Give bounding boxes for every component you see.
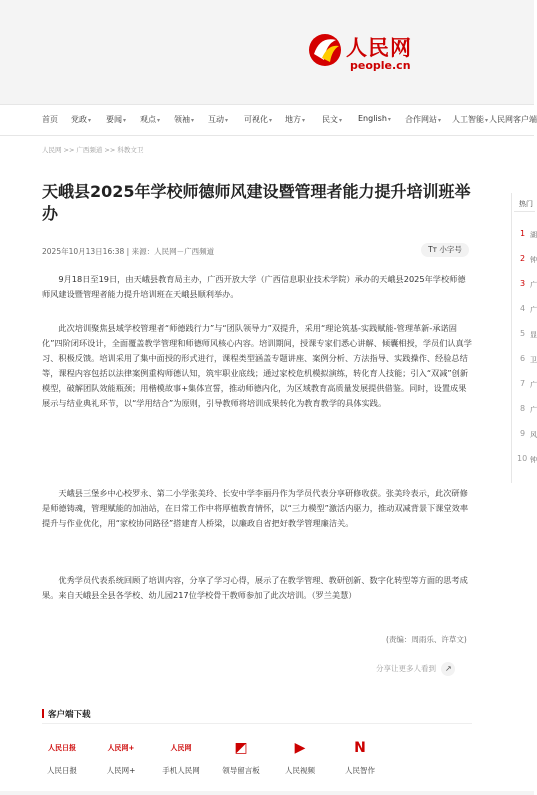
nav-item[interactable] [358, 114, 391, 123]
breadcrumb-link[interactable]: 广西频道 [76, 146, 103, 154]
nav-item[interactable] [244, 114, 272, 125]
article-paragraph: 天峨县三堡乡中心校罗永、第二小学张美玲、长安中学李丽丹作为学员代表分享研修收获。张美玲表示，此次研修是师德铸魂，管理赋能的加油站，在日常工作中将厚植教育情怀，以“三力模型”激活内驱力，推动双减背景下课堂效率提升与作业优化，用“家校协同路径”搭建育人桥梁，以廉政自省把好教学管理廉洁关。 [42, 488, 469, 528]
message-board-icon: ◩ [234, 740, 248, 756]
hot-rank-number: 10 [517, 454, 528, 463]
hot-rank-number: 4 [520, 304, 526, 313]
play-icon: ▶ [294, 740, 306, 756]
logo-chinese-text: 人民网 [346, 36, 412, 60]
nav-item-label: 人工智能 [452, 115, 484, 124]
nav-item-label: 首页 [42, 115, 58, 124]
nav-item-label: 地方 [285, 115, 301, 124]
chevron-down-icon: ▾ [157, 117, 161, 124]
hot-news-link[interactable]: 显 [530, 331, 537, 339]
nav-item-label: 民文 [322, 115, 338, 124]
chevron-down-icon: ▾ [225, 117, 229, 124]
download-label: 手机人民网 [162, 766, 200, 775]
nav-item[interactable] [174, 114, 194, 125]
download-label: 人民智作 [345, 766, 375, 775]
chevron-down-icon: ▾ [191, 117, 195, 124]
nav-item-label: 合作网站 [405, 115, 437, 124]
download-renmin-zhizuo[interactable] [332, 737, 388, 776]
hot-news-sidebar [511, 193, 535, 483]
sidebar-title: 热门 [519, 200, 533, 208]
editor-credit: (责编：周雨乐、许草文) [386, 635, 467, 644]
download-mobile-renminwang[interactable] [153, 737, 209, 776]
nav-item-label: English [358, 114, 387, 123]
hot-news-link[interactable]: 广 [530, 381, 537, 389]
download-label: 人民日报 [47, 766, 77, 775]
article-title: 天峨县2025年学校师德师风建设暨管理者能力提升培训班举办 [42, 182, 471, 223]
breadcrumb [42, 145, 145, 154]
nav-item[interactable] [106, 114, 126, 125]
hot-rank-number: 8 [520, 404, 526, 413]
nav-item[interactable] [322, 114, 342, 125]
nav-item-label: 领袖 [174, 115, 190, 124]
divider [514, 211, 535, 212]
breadcrumb-separator: >> [63, 146, 75, 154]
download-label: 人民视频 [285, 766, 315, 775]
downloads-title: 客户端下载 [48, 710, 91, 720]
renminwang-plus-icon: 人民网+ [107, 744, 135, 752]
chevron-down-icon: ▾ [438, 117, 442, 124]
download-label: 人民网+ [106, 766, 136, 775]
people-logo[interactable] [306, 30, 426, 74]
download-renmin-ribao[interactable] [34, 737, 90, 776]
hot-rank-number: 9 [520, 429, 526, 438]
nav-item[interactable] [452, 114, 488, 125]
nav-item[interactable] [140, 114, 160, 125]
chevron-down-icon: ▾ [302, 117, 306, 124]
nav-item[interactable] [285, 114, 305, 125]
hot-news-link[interactable]: 卫 [530, 356, 537, 364]
chevron-down-icon: ▾ [123, 117, 127, 124]
header-band [0, 0, 534, 104]
hot-rank-number: 2 [520, 254, 526, 263]
hot-news-link[interactable]: 风 [530, 431, 537, 439]
chevron-down-icon: ▾ [269, 117, 273, 124]
font-size-button[interactable] [421, 243, 469, 257]
download-label: 领导留言板 [222, 766, 260, 775]
nav-item[interactable] [71, 114, 91, 125]
download-renminwang-plus[interactable] [93, 737, 149, 776]
hot-news-link[interactable]: 钟 [530, 456, 537, 464]
nav-item-label: 党政 [71, 115, 87, 124]
nav-item-label: 观点 [140, 115, 156, 124]
hot-news-link[interactable]: 湖 [530, 231, 537, 239]
main-nav [0, 104, 537, 136]
breadcrumb-separator: >> [104, 146, 116, 154]
renmin-ribao-icon: 人民日报 [48, 744, 76, 752]
font-size-icon: Tт [428, 245, 438, 254]
zhizuo-icon: N [354, 740, 366, 756]
hot-rank-number: 7 [520, 379, 526, 388]
people-logo-icon [306, 30, 344, 68]
footer-band [0, 791, 534, 795]
article-paragraph: 优秀学员代表系统回顾了培训内容，分享了学习心得，展示了在教学管理、教研创新、数字化转型等方面的思考成果。来自天峨县全县各学校、幼儿园217位学校骨干教师参加了此次培训。（罗兰美慧） [42, 575, 468, 600]
share-text: 分享让更多人看到 [376, 664, 436, 673]
nav-item[interactable] [208, 114, 228, 125]
hot-news-link[interactable]: 广 [530, 306, 537, 314]
nav-item-label: 互动 [208, 115, 224, 124]
share-bar[interactable] [376, 662, 455, 676]
share-icon[interactable]: ↗ [441, 662, 455, 676]
chevron-down-icon: ▾ [88, 117, 92, 124]
logo-english-text: people.cn [350, 59, 411, 72]
breadcrumb-link[interactable]: 人民网 [42, 146, 62, 154]
nav-item[interactable] [42, 114, 58, 125]
hot-rank-number: 5 [520, 329, 526, 338]
nav-item-label: 要闻 [106, 115, 122, 124]
chevron-down-icon: ▾ [387, 116, 391, 123]
font-size-label: 小字号 [439, 245, 462, 254]
hot-news-link[interactable]: 钟 [530, 256, 537, 264]
hot-rank-number: 3 [520, 279, 526, 288]
hot-news-link[interactable]: 广 [530, 281, 537, 289]
section-marker [42, 709, 44, 718]
hot-news-link[interactable]: 广 [530, 406, 537, 414]
nav-item-label: 可视化 [244, 115, 268, 124]
download-leader-message-board[interactable] [213, 737, 269, 776]
article-paragraph: 9月18日至19日，由天峨县教育局主办，广西开放大学（广西信息职业技术学院）承办的天峨县2025年学校师德师风建设暨管理者能力提升培训班在天峨县顺利举办。 [42, 274, 466, 299]
mobile-renminwang-icon: 人民网 [170, 744, 192, 752]
divider [42, 723, 472, 724]
nav-item[interactable] [489, 114, 537, 125]
download-renmin-video[interactable] [272, 737, 328, 776]
chevron-down-icon: ▾ [339, 117, 343, 124]
chevron-down-icon: ▾ [485, 117, 489, 124]
nav-item[interactable] [405, 114, 441, 125]
article-meta: 2025年10月13日16:38 | 来源：人民网－广西频道 [42, 247, 215, 256]
hot-rank-number: 6 [520, 354, 526, 363]
hot-rank-number: 1 [520, 229, 526, 238]
article-paragraph: 此次培训聚焦县域学校管理者“师德践行力”与“团队领导力”双提升，采用“理论筑基-实践赋能-管理革新-承诺固化”四阶闭环设计，全面覆盖教学管理和师德师风核心内容。培训期间，授课专家们悉心讲解、倾囊相授，学员们认真学习、积极反馈。培训采用了集中面授的形式进行，课程类型涵盖专题讲座、案例分析、方法指导、实践操作、经验总结等，课程内容包括以法律案例重构师德认知，筑牢职业底线；通过家校危机模拟演练，转化育人技能；引入“双减”创新模型，破解团队效能瓶颈；用楷模故事+集体宣誓，推动师德内化，为区域教育高质量发展提供借鉴。同时，设置成果展示与结业典礼环节，以“学用结合”为原则，引导教师将培训成果转化为教育教学的具体实践。 [42, 323, 472, 408]
breadcrumb-link[interactable]: 科教文卫 [117, 146, 144, 154]
nav-item-label: 人民网客户端 [489, 115, 537, 124]
